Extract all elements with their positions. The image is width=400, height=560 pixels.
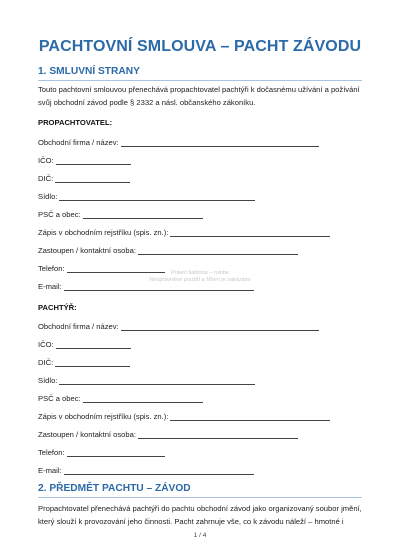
- fill-line[interactable]: [170, 411, 330, 421]
- field-label: Obchodní firma / název:: [38, 138, 119, 147]
- lessee-postcode-field[interactable]: [38, 391, 203, 403]
- lessee-seat-field[interactable]: [38, 373, 255, 385]
- fill-line[interactable]: [59, 191, 255, 201]
- subject-paragraph: [38, 503, 364, 528]
- fill-line[interactable]: [64, 465, 254, 475]
- intro-line: svůj obchodní závod podle § 2332 a násl. občanského zákoníku.: [38, 97, 256, 107]
- fill-line[interactable]: [56, 339, 131, 349]
- field-label: Zápis v obchodním rejstříku (spis. zn.):: [38, 228, 169, 237]
- fill-line[interactable]: [83, 393, 203, 403]
- section-heading-parties: 1. SMLUVNÍ STRANY: [38, 66, 140, 77]
- fill-line[interactable]: [83, 209, 203, 219]
- lessee-company-field[interactable]: [38, 319, 319, 331]
- field-label: E-mail:: [38, 466, 62, 475]
- fill-line[interactable]: [55, 173, 130, 183]
- field-label: PSČ a obec:: [38, 394, 81, 403]
- field-label: Zápis v obchodním rejstříku (spis. zn.):: [38, 412, 169, 421]
- field-label: IČO:: [38, 340, 54, 349]
- fill-line[interactable]: [138, 429, 298, 439]
- fill-line[interactable]: [170, 227, 330, 237]
- lessee-dic-field[interactable]: [38, 355, 130, 367]
- lessor-registry-field[interactable]: [38, 225, 330, 237]
- lessor-company-field[interactable]: [38, 135, 319, 147]
- field-label: DIČ:: [38, 174, 54, 183]
- field-label: Sídlo:: [38, 376, 58, 385]
- document-title: PACHTOVNÍ SMLOUVA – PACHT ZÁVODU: [38, 38, 362, 55]
- field-label: Zastoupen / kontaktní osoba:: [38, 430, 136, 439]
- field-label: Zastoupen / kontaktní osoba:: [38, 246, 136, 255]
- field-label: Telefon:: [38, 264, 65, 273]
- field-label: PSČ a obec:: [38, 210, 81, 219]
- lessor-dic-field[interactable]: [38, 171, 130, 183]
- fill-line[interactable]: [59, 375, 255, 385]
- fill-line[interactable]: [138, 245, 298, 255]
- field-label: IČO:: [38, 156, 54, 165]
- lessee-phone-field[interactable]: [38, 445, 165, 457]
- subject-line: který slouží k provozování jeho činnosti. Pacht zahrnuje vše, co k závodu náleží – hmotné i: [38, 516, 344, 526]
- lessor-heading: PROPACHTOVATEL:: [38, 118, 113, 127]
- field-label: Sídlo:: [38, 192, 58, 201]
- field-label: E-mail:: [38, 282, 62, 291]
- fill-line[interactable]: [56, 155, 131, 165]
- subject-line: Propachtovatel přenechává pachtýři do pachtu obchodní závod jako organizovaný soubor jmění,: [38, 504, 362, 513]
- fill-line[interactable]: [55, 357, 130, 367]
- lessor-ico-field[interactable]: [38, 153, 131, 165]
- lessee-contact-field[interactable]: [38, 427, 298, 439]
- lessor-seat-field[interactable]: [38, 189, 255, 201]
- intro-line: Touto pachtovní smlouvou přenechává propachtovatel pachtýři k dočasnému užívání a požívání: [38, 85, 360, 94]
- watermark-line: Právní šablona – ruinbe: [170, 270, 230, 276]
- section-heading-subject: 2. PŘEDMĚT PACHTU – ZÁVOD: [38, 483, 191, 494]
- lessor-postcode-field[interactable]: [38, 207, 203, 219]
- lessee-email-field[interactable]: [38, 463, 254, 475]
- page-number: 1 / 4: [193, 532, 207, 539]
- field-label: DIČ:: [38, 358, 54, 367]
- lessor-contact-field[interactable]: [38, 243, 298, 255]
- lessee-heading: PACHTÝŘ:: [38, 303, 77, 312]
- watermark: [0, 270, 400, 284]
- lessee-ico-field[interactable]: [38, 337, 131, 349]
- field-label: Telefon:: [38, 448, 65, 457]
- lessee-registry-field[interactable]: [38, 409, 330, 421]
- section-divider: [38, 80, 362, 81]
- watermark-line: Neoprávněné použití a šíření je zakázáno: [149, 277, 251, 283]
- field-label: Obchodní firma / název:: [38, 322, 119, 331]
- fill-line[interactable]: [121, 137, 319, 147]
- intro-paragraph: [38, 84, 364, 109]
- section-divider: [38, 497, 362, 498]
- fill-line[interactable]: [67, 447, 165, 457]
- fill-line[interactable]: [121, 321, 319, 331]
